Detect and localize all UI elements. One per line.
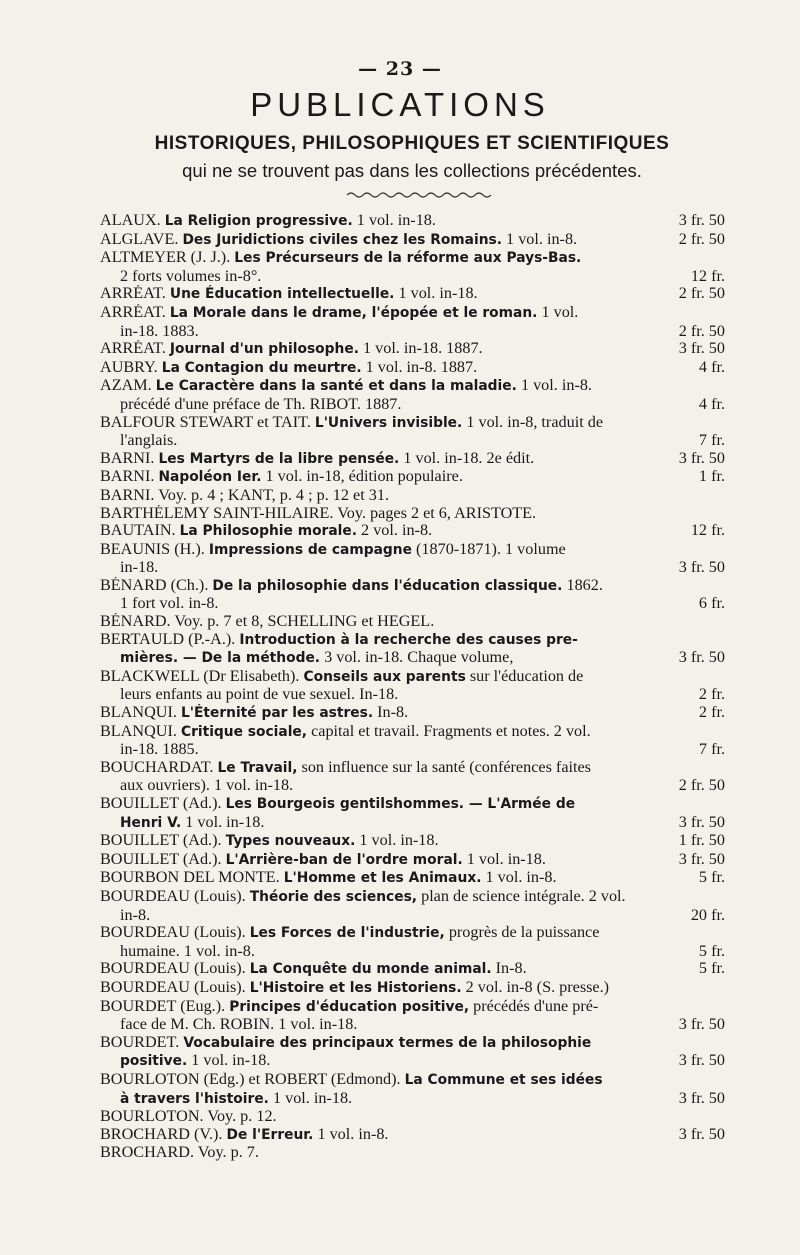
list-item bbox=[100, 285, 725, 304]
list-item bbox=[100, 704, 725, 723]
list-item bbox=[100, 414, 725, 450]
entry-title-continued: Henri V. bbox=[120, 814, 182, 831]
list-item bbox=[100, 795, 725, 832]
list-item bbox=[100, 1071, 725, 1108]
entry-details: 1 vol. in-8, traduit de bbox=[466, 413, 604, 431]
entry-details-continued: 2 forts volumes in-8°. bbox=[120, 266, 262, 285]
entry-details-continued: 1 fort vol. in-8. bbox=[120, 594, 219, 613]
entry-price: 3 fr. 50 bbox=[678, 1051, 725, 1070]
entry-title: Napoléon Ier. bbox=[158, 469, 262, 486]
entry-author: ALTMEYER (J. J.). bbox=[100, 249, 231, 267]
entry-author: BOUILLET (Ad.). bbox=[100, 832, 222, 850]
entry-line bbox=[100, 1144, 725, 1162]
entry-details: Voy. p. 12. bbox=[207, 1108, 277, 1126]
entry-price: 3 fr. 50 bbox=[678, 812, 725, 831]
entry-price: 5 fr. bbox=[693, 960, 725, 978]
entry-continuation bbox=[100, 323, 725, 341]
entry-details: 1 vol. in-18. bbox=[359, 832, 439, 850]
list-item bbox=[100, 851, 725, 870]
entry-line bbox=[100, 668, 725, 687]
entry-author: BOUILLET (Ad.). bbox=[100, 795, 222, 812]
entry-title: Les Martyrs de la libre pensée. bbox=[158, 450, 400, 467]
entry-author: BÉNARD. bbox=[100, 613, 171, 631]
entry-details: 2 vol. in-8. bbox=[361, 522, 433, 540]
entry-details-continued: 3 vol. in-18. Chaque volume, bbox=[324, 648, 514, 667]
entry-continuation bbox=[100, 943, 725, 961]
entry-line bbox=[100, 522, 725, 541]
entry-price: 3 fr. 50 bbox=[673, 851, 725, 869]
entry-details: 1 vol. in-8. bbox=[485, 869, 557, 887]
entry-details-continued: 1 vol. in-18. bbox=[185, 812, 265, 831]
entry-author: ARRÉAT. bbox=[100, 285, 166, 303]
entry-line bbox=[100, 924, 725, 943]
entry-title: Critique sociale, bbox=[180, 723, 308, 740]
entry-price: 3 fr. 50 bbox=[678, 558, 725, 577]
entry-price: 7 fr. bbox=[698, 740, 725, 759]
entry-price: 1 fr. 50 bbox=[673, 832, 725, 850]
entry-author: BARNI. bbox=[100, 486, 155, 504]
entry-details: In-8. bbox=[495, 960, 527, 978]
entry-author: ALAUX. bbox=[100, 212, 161, 229]
entry-author: ARRÉAT. bbox=[100, 340, 166, 358]
entry-details: sur l'éducation de bbox=[469, 667, 584, 685]
entry-title: Principes d'éducation positive, bbox=[229, 998, 470, 1015]
publication-list bbox=[100, 212, 725, 1162]
entry-details-continued: leurs enfants au point de vue sexuel. In-18. bbox=[120, 685, 399, 704]
entry-title: Journal d'un philosophe. bbox=[169, 341, 359, 358]
entry-author: AUBRY. bbox=[100, 358, 158, 376]
list-item bbox=[100, 668, 725, 704]
entry-author: BOURLOTON. bbox=[100, 1108, 204, 1126]
entry-details: 1 vol. in-18, édition populaire. bbox=[265, 468, 463, 486]
list-item bbox=[100, 832, 725, 851]
entry-continuation bbox=[100, 595, 725, 613]
list-item bbox=[100, 759, 725, 795]
entry-price: 6 fr. bbox=[698, 594, 725, 613]
entry-line bbox=[100, 212, 725, 231]
entry-continuation bbox=[100, 1052, 725, 1071]
entry-price: 4 fr. bbox=[698, 394, 725, 413]
entry-author: BOUCHARDAT. bbox=[100, 758, 214, 776]
entry-title: Conseils aux parents bbox=[303, 668, 466, 685]
entry-details: Voy. p. 7 et 8, SCHELLING et HEGEL. bbox=[174, 613, 435, 631]
entry-author: BÉNARD (Ch.). bbox=[100, 576, 209, 594]
entry-title: La Commune et ses idées bbox=[404, 1071, 603, 1088]
entry-title: L'Éternité par les astres. bbox=[180, 705, 374, 722]
entry-continuation bbox=[100, 686, 725, 704]
entry-details: progrès de la puissance bbox=[448, 924, 600, 942]
entry-title: Le Caractère dans la santé et dans la maladie. bbox=[155, 378, 517, 395]
entry-author: BOURDET (Eug.). bbox=[100, 997, 226, 1015]
entry-line bbox=[100, 832, 725, 851]
entry-line bbox=[100, 704, 725, 723]
entry-line bbox=[100, 613, 725, 631]
entry-line bbox=[100, 1034, 725, 1053]
entry-price: 20 fr. bbox=[690, 905, 725, 924]
entry-details: son influence sur la santé (conférences faites bbox=[301, 758, 591, 776]
entry-continuation bbox=[100, 907, 725, 925]
entry-details: (1870-1871). 1 volume bbox=[416, 540, 566, 558]
list-item bbox=[100, 924, 725, 960]
entry-line bbox=[100, 723, 725, 742]
entry-author: BAUTAIN. bbox=[100, 522, 176, 540]
entry-details: 2 vol. in-8 (S. presse.) bbox=[465, 978, 610, 996]
entry-price: 3 fr. 50 bbox=[673, 340, 725, 358]
entry-title: La Morale dans le drame, l'épopée et le roman. bbox=[169, 304, 538, 321]
list-item bbox=[100, 249, 725, 285]
entry-details: 1 vol. in-18. bbox=[356, 212, 436, 229]
entry-continuation bbox=[100, 1090, 725, 1109]
entry-title: De la philosophie dans l'éducation classique. bbox=[212, 577, 563, 594]
entry-line bbox=[100, 795, 725, 814]
entry-details-continued: 1 vol. in-18. bbox=[191, 1051, 271, 1070]
list-item bbox=[100, 613, 725, 631]
entry-line bbox=[100, 577, 725, 596]
list-item bbox=[100, 468, 725, 487]
list-item bbox=[100, 487, 725, 505]
entry-price: 4 fr. bbox=[693, 359, 725, 377]
entry-title: Le Travail, bbox=[217, 759, 298, 776]
entry-author: BERTAULD (P.-A.). bbox=[100, 630, 236, 648]
entry-details: 1 vol. in-18. 1887. bbox=[362, 340, 483, 358]
list-item bbox=[100, 979, 725, 998]
entry-details: plan de science intégrale. 2 vol. bbox=[421, 887, 626, 905]
entry-author: BARNI. bbox=[100, 449, 155, 467]
list-item bbox=[100, 212, 725, 231]
entry-line bbox=[100, 414, 725, 433]
list-item bbox=[100, 1144, 725, 1162]
entry-details-continued: in-18. 1885. bbox=[120, 740, 199, 759]
entry-title: Les Précurseurs de la réforme aux Pays-Bas. bbox=[234, 250, 582, 267]
list-item bbox=[100, 1126, 725, 1145]
entry-line bbox=[100, 487, 725, 505]
list-item bbox=[100, 723, 725, 759]
entry-line bbox=[100, 1126, 725, 1145]
entry-details-continued: face de M. Ch. ROBIN. 1 vol. in-18. bbox=[120, 1015, 358, 1034]
entry-details-continued: in-18. 1883. bbox=[120, 321, 199, 340]
entry-continuation bbox=[100, 814, 725, 833]
entry-author: AZAM. bbox=[100, 377, 152, 395]
list-item bbox=[100, 505, 725, 523]
entry-line bbox=[100, 998, 725, 1017]
entry-author: BOUILLET (Ad.). bbox=[100, 850, 222, 868]
list-item bbox=[100, 304, 725, 340]
entry-details: 1862. bbox=[566, 576, 603, 594]
entry-price: 2 fr. 50 bbox=[673, 231, 725, 249]
page-title: PUBLICATIONS bbox=[250, 86, 550, 123]
list-item bbox=[100, 631, 725, 668]
entry-price: 5 fr. bbox=[693, 869, 725, 887]
entry-line bbox=[100, 249, 725, 268]
entry-title: L'Homme et les Animaux. bbox=[283, 870, 482, 887]
entry-continuation bbox=[100, 268, 725, 286]
entry-line bbox=[100, 450, 725, 469]
entry-details: Voy. p. 4 ; KANT, p. 4 ; p. 12 et 31. bbox=[158, 486, 389, 504]
entry-price: 3 fr. 50 bbox=[678, 1088, 725, 1107]
entry-author: BALFOUR STEWART et TAIT. bbox=[100, 413, 311, 431]
entry-title: Des Juridictions civiles chez les Romains. bbox=[182, 231, 502, 248]
entry-title: De l'Erreur. bbox=[226, 1126, 314, 1143]
entry-author: BLACKWELL (Dr Elisabeth). bbox=[100, 667, 300, 685]
entry-author: BOURDEAU (Louis). bbox=[100, 887, 246, 905]
entry-line bbox=[100, 631, 725, 650]
entry-price: 5 fr. bbox=[698, 941, 725, 960]
entry-line bbox=[100, 759, 725, 778]
entry-title: L'Histoire et les Historiens. bbox=[249, 979, 462, 996]
entry-details: 1 vol. bbox=[541, 303, 579, 321]
entry-line bbox=[100, 231, 725, 250]
entry-title: L'Univers invisible. bbox=[314, 414, 463, 431]
list-item bbox=[100, 888, 725, 924]
entry-title: Une Éducation intellectuelle. bbox=[169, 286, 395, 303]
entry-price: 1 fr. bbox=[693, 468, 725, 486]
entry-author: BOURDEAU (Louis). bbox=[100, 924, 246, 942]
entry-title: L'Arrière-ban de l'ordre moral. bbox=[225, 851, 463, 868]
entry-price: 12 fr. bbox=[690, 266, 725, 285]
entry-line bbox=[100, 1108, 725, 1126]
entry-title-continued: mières. — De la méthode. bbox=[120, 650, 321, 667]
entry-title: La Philosophie morale. bbox=[179, 523, 357, 540]
entry-author: BOURDET. bbox=[100, 1033, 180, 1051]
entry-title-continued: à travers l'histoire. bbox=[120, 1090, 269, 1107]
entry-title: La Contagion du meurtre. bbox=[161, 359, 362, 376]
entry-title: Introduction à la recherche des causes pre- bbox=[239, 631, 578, 648]
entry-author: ALGLAVE. bbox=[100, 230, 179, 248]
list-item bbox=[100, 231, 725, 250]
entry-details: 1 vol. in-8. 1887. bbox=[365, 358, 478, 376]
list-item bbox=[100, 377, 725, 413]
entry-author: BOURBON DEL MONTE. bbox=[100, 869, 280, 887]
entry-line bbox=[100, 505, 725, 523]
entry-title: Théorie des sciences, bbox=[249, 888, 418, 905]
entry-details-continued: précédé d'une préface de Th. RIBOT. 1887. bbox=[120, 394, 402, 413]
entry-author: BOURLOTON (Edg.) et ROBERT (Edmond). bbox=[100, 1070, 401, 1088]
entry-author: BLANQUI. bbox=[100, 722, 177, 740]
entry-continuation bbox=[100, 559, 725, 577]
entry-price: 3 fr. 50 bbox=[673, 450, 725, 468]
list-item bbox=[100, 522, 725, 541]
entry-title: La Religion progressive. bbox=[164, 213, 353, 229]
entry-details: Voy. p. 7. bbox=[197, 1144, 259, 1162]
entry-title: Impressions de campagne bbox=[208, 541, 412, 558]
entry-details: précédés d'une pré- bbox=[473, 997, 599, 1015]
entry-continuation bbox=[100, 777, 725, 795]
list-item bbox=[100, 541, 725, 577]
entry-details-continued: humaine. 1 vol. in-8. bbox=[120, 941, 255, 960]
entry-line bbox=[100, 377, 725, 396]
list-item bbox=[100, 359, 725, 378]
entry-price: 3 fr. 50 bbox=[678, 1015, 725, 1034]
entry-line bbox=[100, 541, 725, 560]
list-item bbox=[100, 960, 725, 979]
entry-line bbox=[100, 468, 725, 487]
list-item bbox=[100, 340, 725, 359]
entry-line bbox=[100, 359, 725, 378]
entry-details: In-8. bbox=[377, 704, 409, 722]
entry-author: BARTHÉLEMY SAINT-HILAIRE. bbox=[100, 504, 334, 522]
entry-author: BROCHARD (V.). bbox=[100, 1125, 223, 1143]
entry-price: 3 fr. 50 bbox=[673, 212, 725, 230]
entry-price: 12 fr. bbox=[685, 522, 725, 540]
entry-line bbox=[100, 851, 725, 870]
entry-details-continued: l'anglais. bbox=[120, 431, 178, 450]
entry-details: Voy. pages 2 et 6, ARISTOTE. bbox=[337, 504, 537, 522]
ornament-divider bbox=[345, 190, 495, 200]
entry-author: BOURDEAU (Louis). bbox=[100, 978, 246, 996]
entry-line bbox=[100, 340, 725, 359]
entry-details: 1 vol. in-8. bbox=[317, 1125, 389, 1143]
page-number: — 23 — bbox=[358, 58, 442, 80]
entry-details: capital et travail. Fragments et notes. 2 vol. bbox=[311, 722, 591, 740]
page-subtitle: HISTORIQUES, PHILOSOPHIQUES ET SCIENTIFIQUES bbox=[154, 133, 670, 154]
entry-details: 1 vol. in-18. bbox=[398, 285, 478, 303]
entry-details: 1 vol. in-18. bbox=[466, 850, 546, 868]
entry-price: 7 fr. bbox=[698, 431, 725, 450]
entry-details-continued: 1 vol. in-18. bbox=[272, 1088, 353, 1107]
entry-line bbox=[100, 304, 725, 323]
entry-author: ARRÉAT. bbox=[100, 303, 166, 321]
page-subtitle-2: qui ne se trouvent pas dans les collections précédentes. bbox=[182, 160, 642, 181]
entry-title: Les Forces de l'industrie, bbox=[249, 925, 445, 942]
entry-title: Vocabulaire des principaux termes de la philosophie bbox=[183, 1034, 592, 1051]
entry-line bbox=[100, 888, 725, 907]
entry-continuation bbox=[100, 741, 725, 759]
entry-line bbox=[100, 285, 725, 304]
entry-details: 1 vol. in-18. 2e édit. bbox=[403, 449, 535, 467]
entry-line bbox=[100, 960, 725, 979]
entry-author: BEAUNIS (H.). bbox=[100, 540, 205, 558]
entry-continuation bbox=[100, 649, 725, 668]
entry-title: Types nouveaux. bbox=[225, 833, 356, 850]
entry-continuation bbox=[100, 1016, 725, 1034]
entry-details-continued: in-18. bbox=[120, 558, 159, 577]
entry-price: 3 fr. 50 bbox=[673, 1126, 725, 1144]
entry-details: 1 vol. in-8. bbox=[506, 230, 578, 248]
entry-price: 2 fr. 50 bbox=[678, 776, 725, 795]
entry-author: BARNI. bbox=[100, 468, 155, 486]
list-item bbox=[100, 1108, 725, 1126]
list-item bbox=[100, 869, 725, 888]
entry-price: 2 fr. bbox=[693, 704, 725, 722]
entry-price: 2 fr. 50 bbox=[678, 321, 725, 340]
entry-line bbox=[100, 979, 725, 998]
entry-details-continued: in-8. bbox=[120, 905, 151, 924]
entry-continuation bbox=[100, 396, 725, 414]
entry-title: La Conquête du monde animal. bbox=[249, 961, 492, 978]
entry-price: 2 fr. 50 bbox=[673, 285, 725, 303]
list-item bbox=[100, 450, 725, 469]
entry-author: BLANQUI. bbox=[100, 704, 177, 722]
list-item bbox=[100, 998, 725, 1034]
entry-continuation bbox=[100, 432, 725, 450]
entry-details: 1 vol. in-8. bbox=[520, 377, 592, 395]
entry-line bbox=[100, 869, 725, 888]
entry-details-continued: aux ouvriers). 1 vol. in-18. bbox=[120, 776, 294, 795]
entry-title-continued: positive. bbox=[120, 1053, 188, 1070]
list-item bbox=[100, 577, 725, 613]
entry-author: BOURDEAU (Louis). bbox=[100, 960, 246, 978]
entry-line bbox=[100, 1071, 725, 1090]
entry-author: BROCHARD. bbox=[100, 1144, 194, 1162]
list-item bbox=[100, 1034, 725, 1071]
entry-price: 2 fr. bbox=[698, 685, 725, 704]
entry-title: Les Bourgeois gentilshommes. — L'Armée de bbox=[225, 796, 576, 812]
entry-price: 3 fr. 50 bbox=[678, 648, 725, 667]
